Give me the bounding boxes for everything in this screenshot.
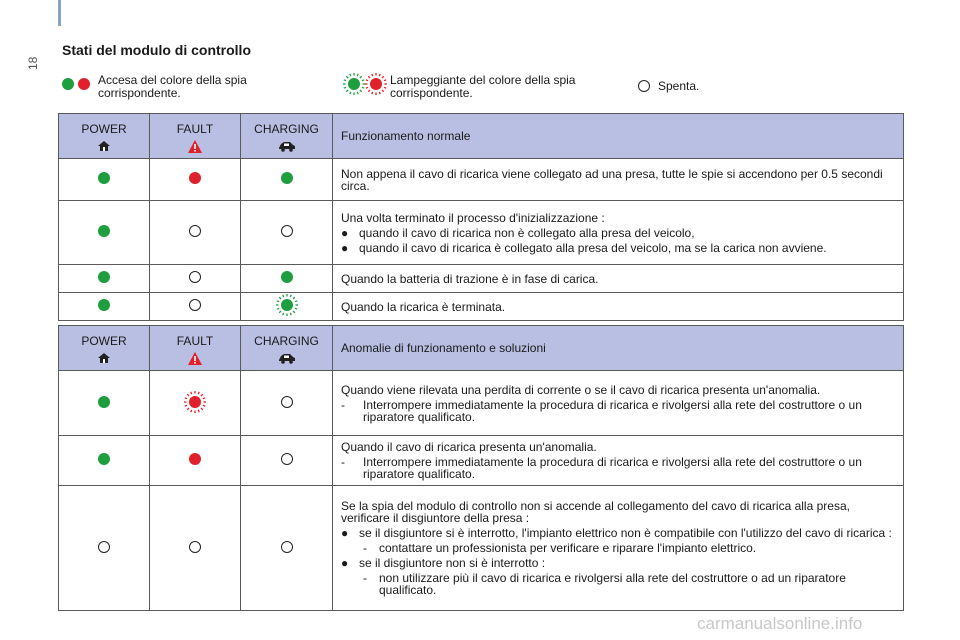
legend-blink-text: Lampeggiante del colore della spia corrispondente. [390, 73, 576, 100]
row-description: Se la spia del modulo di controllo non si accende al collegamento del cavo di ricarica alla presa, verificare il disgiuntore della presa : ● se il disgiuntore si è interrotto, l'impianto elettrico non è compatibile con l'utilizzo del cavo di ricarica : - contattare un professionista per verificare e riparare l'impianto elettrico. ● se il disgiuntore non si è interrotto : - non utilizzare più il cavo di ricarica e rivolgersi alla rete del costruttore o ad un riparatore qualificato. [333, 486, 904, 611]
table-row [59, 265, 904, 293]
section-title: Stati del modulo di controllo [62, 42, 251, 58]
green-lamp-icon [98, 225, 110, 237]
warning-icon [188, 140, 202, 153]
off-lamp-icon [189, 271, 201, 283]
red-blink-lamp-icon [189, 396, 201, 408]
table-row [59, 436, 904, 486]
row-description: Quando viene rilevata una perdita di corrente o se il cavo di ricarica presenta un'anomalia. - Interrompere immediatamente la procedura di ricarica e rivolgersi alla rete del costruttore o un riparatore qualificato. [333, 371, 904, 436]
power-column-header: POWER [59, 114, 150, 159]
table-row [59, 159, 904, 201]
green-lamp-icon [98, 299, 110, 311]
car-icon [278, 352, 296, 364]
home-icon [97, 140, 111, 152]
off-lamp-icon [189, 225, 201, 237]
fault-column-header: FAULT [150, 114, 241, 159]
page-number: 18 [26, 56, 40, 70]
off-lamp-icon [281, 396, 293, 408]
legend-off-text: Spenta. [658, 79, 700, 93]
legend-on-text: Accesa del colore della spia corrispondente. [98, 73, 247, 100]
charging-column-header: CHARGING [241, 114, 333, 159]
green-lamp-icon [98, 271, 110, 283]
green-lamp-icon [281, 271, 293, 283]
off-lamp-icon [281, 225, 293, 237]
table-row [59, 371, 904, 436]
row-description: Una volta terminato il processo d'inizializzazione : ● quando il cavo di ricarica non è collegato alla presa del veicolo, ● quando il cavo di ricarica è collegato alla presa del veicolo, ma se la carica non avviene. [333, 201, 904, 265]
margin-line [58, 0, 61, 26]
red-blink-lamp-icon [370, 78, 382, 90]
legend-off [638, 80, 699, 93]
car-icon [278, 140, 296, 152]
normal-operation-header: Funzionamento normale [333, 114, 904, 159]
fault-column-header: FAULT [150, 326, 241, 371]
table-row [59, 201, 904, 265]
green-lamp-icon [62, 78, 74, 90]
off-lamp-icon [189, 299, 201, 311]
legend-on [62, 74, 298, 100]
red-lamp-icon [78, 78, 90, 90]
green-lamp-icon [98, 453, 110, 465]
row-description: Quando la ricarica è terminata. [333, 293, 904, 321]
legend-blink [348, 74, 610, 100]
table-row [59, 293, 904, 321]
watermark: carmanualsonline.info [697, 614, 863, 633]
red-lamp-icon [189, 453, 201, 465]
green-lamp-icon [98, 396, 110, 408]
power-column-header: POWER [59, 326, 150, 371]
row-description: Non appena il cavo di ricarica viene collegato ad una presa, tutte le spie si accendono per 0.5 secondi circa. [333, 159, 904, 201]
green-blink-lamp-icon [348, 78, 360, 90]
row-description: Quando il cavo di ricarica presenta un'anomalia. - Interrompere immediatamente la procedura di ricarica e rivolgersi alla rete del costruttore o un riparatore qualificato. [333, 436, 904, 486]
normal-operation-table [58, 113, 904, 321]
anomalies-table [58, 325, 904, 611]
off-lamp-icon [638, 80, 650, 92]
green-lamp-icon [281, 172, 293, 184]
green-lamp-icon [98, 172, 110, 184]
warning-icon [188, 352, 202, 365]
row-description: Quando la batteria di trazione è in fase di carica. [333, 265, 904, 293]
home-icon [97, 352, 111, 364]
off-lamp-icon [281, 453, 293, 465]
off-lamp-icon [281, 541, 293, 553]
table-row [59, 486, 904, 611]
anomalies-header: Anomalie di funzionamento e soluzioni [333, 326, 904, 371]
red-lamp-icon [189, 172, 201, 184]
off-lamp-icon [189, 541, 201, 553]
charging-column-header: CHARGING [241, 326, 333, 371]
off-lamp-icon [98, 541, 110, 553]
green-blink-lamp-icon [281, 299, 293, 311]
